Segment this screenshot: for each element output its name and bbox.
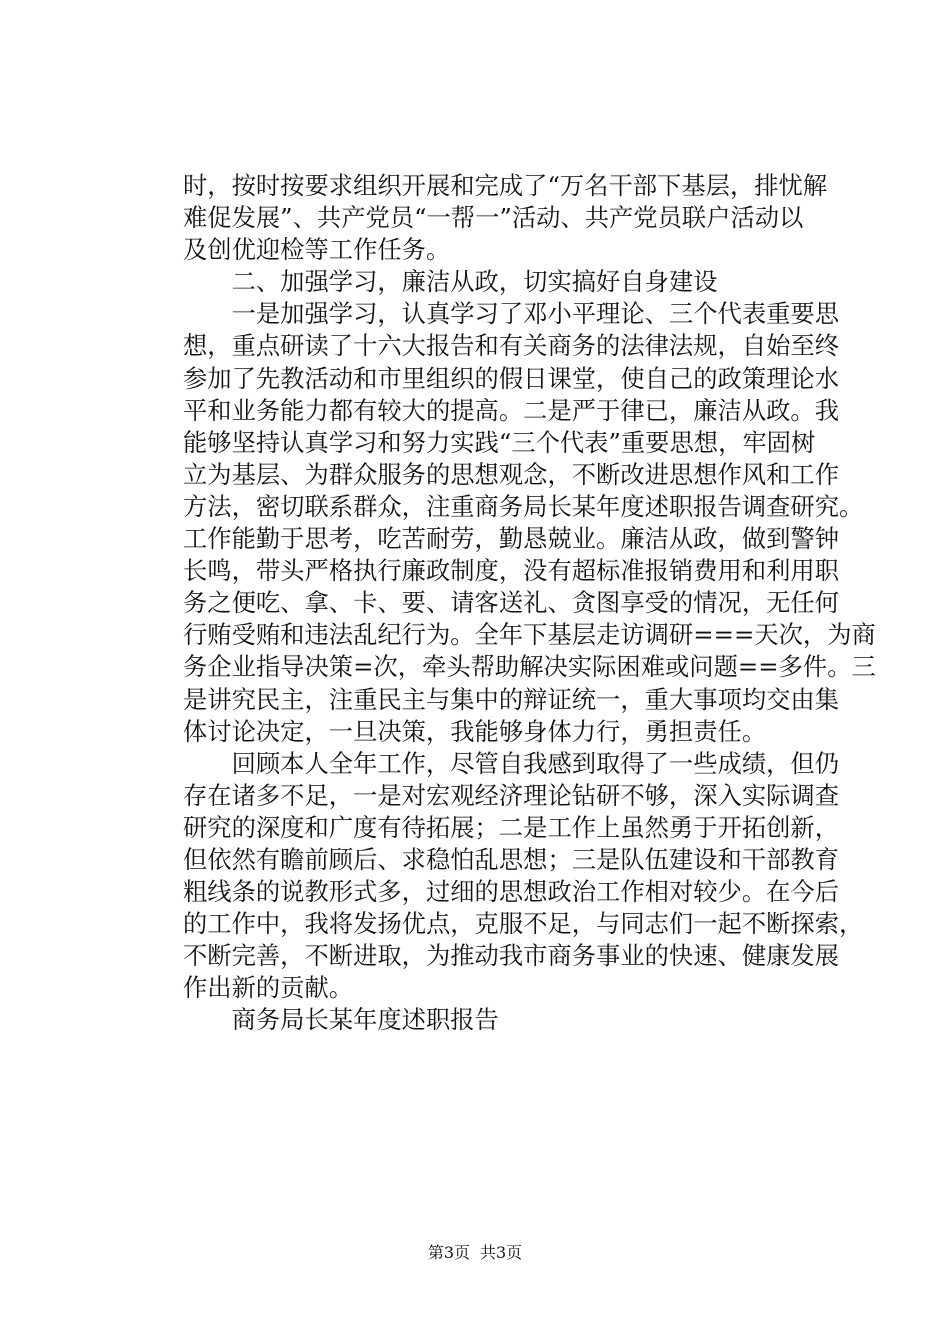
body-line: 想，重点研读了十六大报告和有关商务的法律法规，自始至终 xyxy=(183,331,840,361)
body-line: 工作能勤于思考，吃苦耐劳，勤恳兢业。廉洁从政，做到警钟 xyxy=(183,524,840,554)
body-line: 存在诸多不足，一是对宏观经济理论钻研不够，深入实际调查 xyxy=(183,780,840,810)
body-line: 是讲究民主，注重民主与集中的辩证统一，重大事项均交由集 xyxy=(183,684,840,714)
body-line: 的工作中，我将发扬优点，克服不足，与同志们一起不断探索， xyxy=(183,909,864,939)
body-line: 立为基层、为群众服务的思想观念，不断改进思想作风和工作 xyxy=(183,459,840,489)
section-heading: 二、加强学习，廉洁从政，切实搞好自身建设 xyxy=(183,267,718,297)
body-line: 行贿受贿和违法乱纪行为。全年下基层走访调研===天次，为商 xyxy=(183,620,876,650)
body-line: 不断完善，不断进取，为推动我市商务事业的快速、健康发展 xyxy=(183,941,840,971)
body-line: 长鸣，带头严格执行廉政制度，没有超标准报销费用和利用职 xyxy=(183,556,840,586)
body-line: 时，按时按要求组织开展和完成了“万名干部下基层，排忧解 xyxy=(183,171,828,200)
document-body xyxy=(183,170,876,1037)
body-line: 回顾本人全年工作，尽管自我感到取得了一些成绩，但仍 xyxy=(183,748,840,778)
body-line: 粗线条的说教形式多，过细的思想政治工作相对较少。在今后 xyxy=(183,877,840,907)
body-line: 能够坚持认真学习和努力实践“三个代表”重要思想，牢固树 xyxy=(183,427,816,457)
page-total: 共3页 xyxy=(480,1243,523,1262)
body-line: 体讨论决定，一旦决策，我能够身体力行，勇担责任。 xyxy=(183,716,767,746)
body-line: 及创优迎检等工作任务。 xyxy=(183,235,451,265)
page-number: 第3页 xyxy=(427,1243,470,1262)
body-line: 方法，密切联系群众，注重商务局长某年度述职报告调查研究。 xyxy=(183,491,864,521)
body-line: 作出新的贡献。 xyxy=(183,973,354,1003)
document-title-line: 商务局长某年度述职报告 xyxy=(183,1005,499,1035)
body-line: 务之便吃、拿、卡、要、请客送礼、贪图享受的情况，无任何 xyxy=(183,588,840,618)
body-line: 研究的深度和广度有待拓展；二是工作上虽然勇于开拓创新， xyxy=(183,812,840,842)
body-line: 难促发展”、共产党员“一帮一”活动、共产党员联户活动以 xyxy=(183,203,804,233)
body-line: 一是加强学习，认真学习了邓小平理论、三个代表重要思 xyxy=(183,299,840,329)
page-footer xyxy=(0,1242,950,1264)
body-line: 务企业指导决策=次，牵头帮助解决实际困难或问题==多件。三 xyxy=(183,652,876,682)
body-line: 平和业务能力都有较大的提高。二是严于律已，廉洁从政。我 xyxy=(183,395,840,425)
body-line: 参加了先教活动和市里组织的假日课堂，使自己的政策理论水 xyxy=(183,363,840,393)
body-line: 但依然有瞻前顾后、求稳怕乱思想；三是队伍建设和干部教育 xyxy=(183,844,840,874)
